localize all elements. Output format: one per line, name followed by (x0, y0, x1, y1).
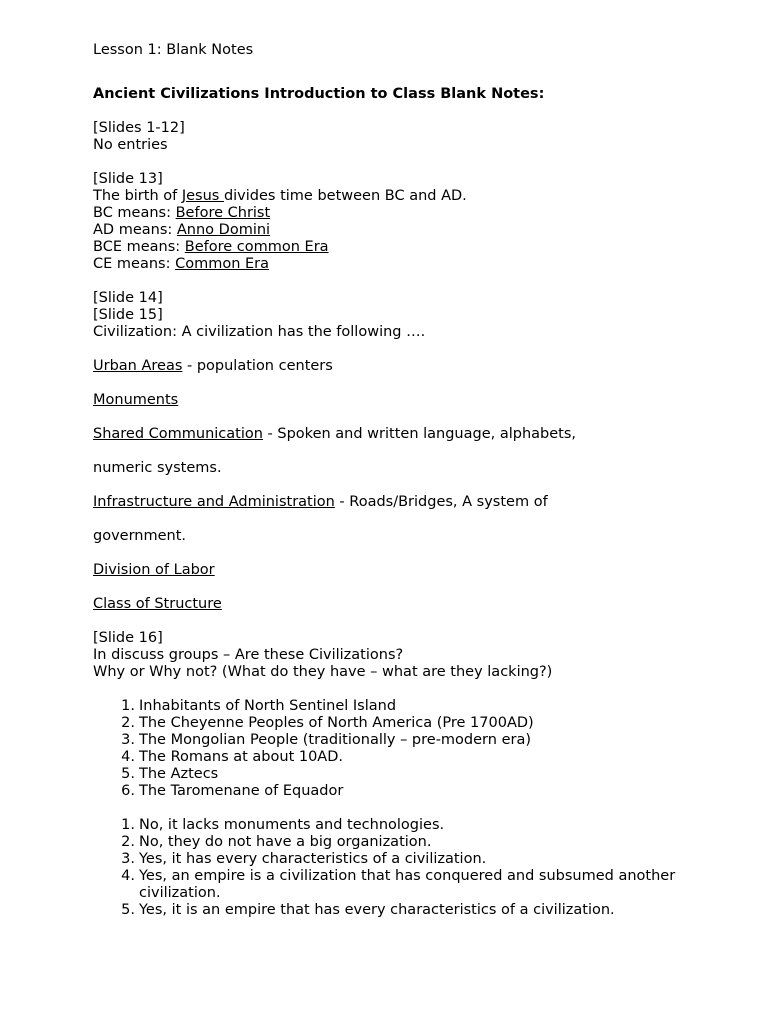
class-of-structure-term: Class of Structure (93, 596, 222, 612)
civilization-intro: Civilization: A civilization has the following …. (93, 324, 426, 340)
shared-communication-desc-2: numeric systems. (93, 460, 222, 476)
spacer (93, 273, 713, 290)
slide-13-label: [Slide 13] (93, 171, 163, 187)
urban-areas-desc: - population centers (182, 358, 333, 374)
spacer (93, 800, 713, 817)
list-item: 4. Yes, an empire is a civilization that has conquered and subsumed another civilization. (121, 868, 676, 901)
document-page (93, 42, 713, 919)
spacer (93, 154, 713, 171)
monuments-term: Monuments (93, 392, 179, 408)
list-item: 2. No, they do not have a big organization. (121, 834, 432, 850)
slide-14-label: [Slide 14] (93, 290, 163, 306)
spacer (93, 545, 713, 562)
spacer (93, 76, 713, 86)
spacer (93, 681, 713, 698)
spacer (93, 59, 713, 76)
bc-label: BC means: (93, 205, 176, 221)
spacer (93, 375, 713, 392)
spacer (93, 579, 713, 596)
infrastructure-desc-2: government. (93, 528, 187, 544)
ce-value: Common Era (175, 256, 270, 272)
list-item: 2. The Cheyenne Peoples of North America (Pre 1700AD) (121, 715, 534, 731)
infrastructure-item (93, 494, 713, 511)
birth-blank: Jesus (181, 188, 224, 204)
list-item: 1. Inhabitants of North Sentinel Island (121, 698, 397, 714)
slide-16-label: [Slide 16] (93, 630, 163, 646)
ad-label: AD means: (93, 222, 177, 238)
ad-value: Anno Domini (176, 222, 271, 238)
spacer (93, 443, 713, 460)
discussion-prompt-1: In discuss groups – Are these Civilizations? (93, 647, 404, 663)
shared-communication-term: Shared Communication (93, 426, 263, 442)
shared-communication-desc: - Spoken and written language, alphabets, (262, 426, 577, 442)
urban-areas-term: Urban Areas (93, 358, 183, 374)
slides-1-12-note: No entries (93, 137, 168, 153)
birth-pre: The birth of (93, 188, 182, 204)
monuments-item (93, 392, 713, 409)
list-item: 5. The Aztecs (121, 766, 219, 782)
spacer (93, 103, 713, 120)
spacer (93, 511, 713, 528)
list-item: 4. The Romans at about 10AD. (121, 749, 344, 765)
slide-15-label: [Slide 15] (93, 307, 163, 323)
ad-definition (93, 222, 713, 239)
discussion-prompt-2: Why or Why not? (What do they have – what are they lacking?) (93, 664, 553, 680)
list-item: 1. No, it lacks monuments and technologies. (121, 817, 445, 833)
ce-definition (93, 256, 713, 273)
division-of-labor-term: Division of Labor (93, 562, 215, 578)
urban-areas-item (93, 358, 713, 375)
birth-sentence (93, 188, 713, 205)
answers-list (93, 817, 713, 919)
infrastructure-term: Infrastructure and Administration (93, 494, 335, 510)
spacer (93, 477, 713, 494)
bce-label: BCE means: (93, 239, 185, 255)
division-of-labor-item (93, 562, 713, 579)
list-item: 6. The Taromenane of Equador (121, 783, 344, 799)
bc-definition (93, 205, 713, 222)
bc-value: Before Christ (175, 205, 271, 221)
infrastructure-desc: - Roads/Bridges, A system of (334, 494, 548, 510)
document-title: Ancient Civilizations Introduction to Class Blank Notes: (93, 86, 545, 102)
birth-post: divides time between BC and AD. (223, 188, 467, 204)
groups-list (93, 698, 713, 800)
bce-value: Before common Era (184, 239, 329, 255)
list-item: 5. Yes, it is an empire that has every characteristics of a civilization. (121, 902, 615, 918)
shared-communication-item (93, 426, 713, 443)
spacer (93, 409, 713, 426)
bce-definition (93, 239, 713, 256)
document-header: Lesson 1: Blank Notes (93, 42, 254, 58)
list-item: 3. The Mongolian People (traditionally – pre-modern era) (121, 732, 531, 748)
list-item: 3. Yes, it has every characteristics of a civilization. (121, 851, 487, 867)
ce-label: CE means: (93, 256, 176, 272)
spacer (93, 341, 713, 358)
slides-1-12-label: [Slides 1-12] (93, 120, 185, 136)
class-of-structure-item (93, 596, 713, 613)
spacer (93, 613, 713, 630)
